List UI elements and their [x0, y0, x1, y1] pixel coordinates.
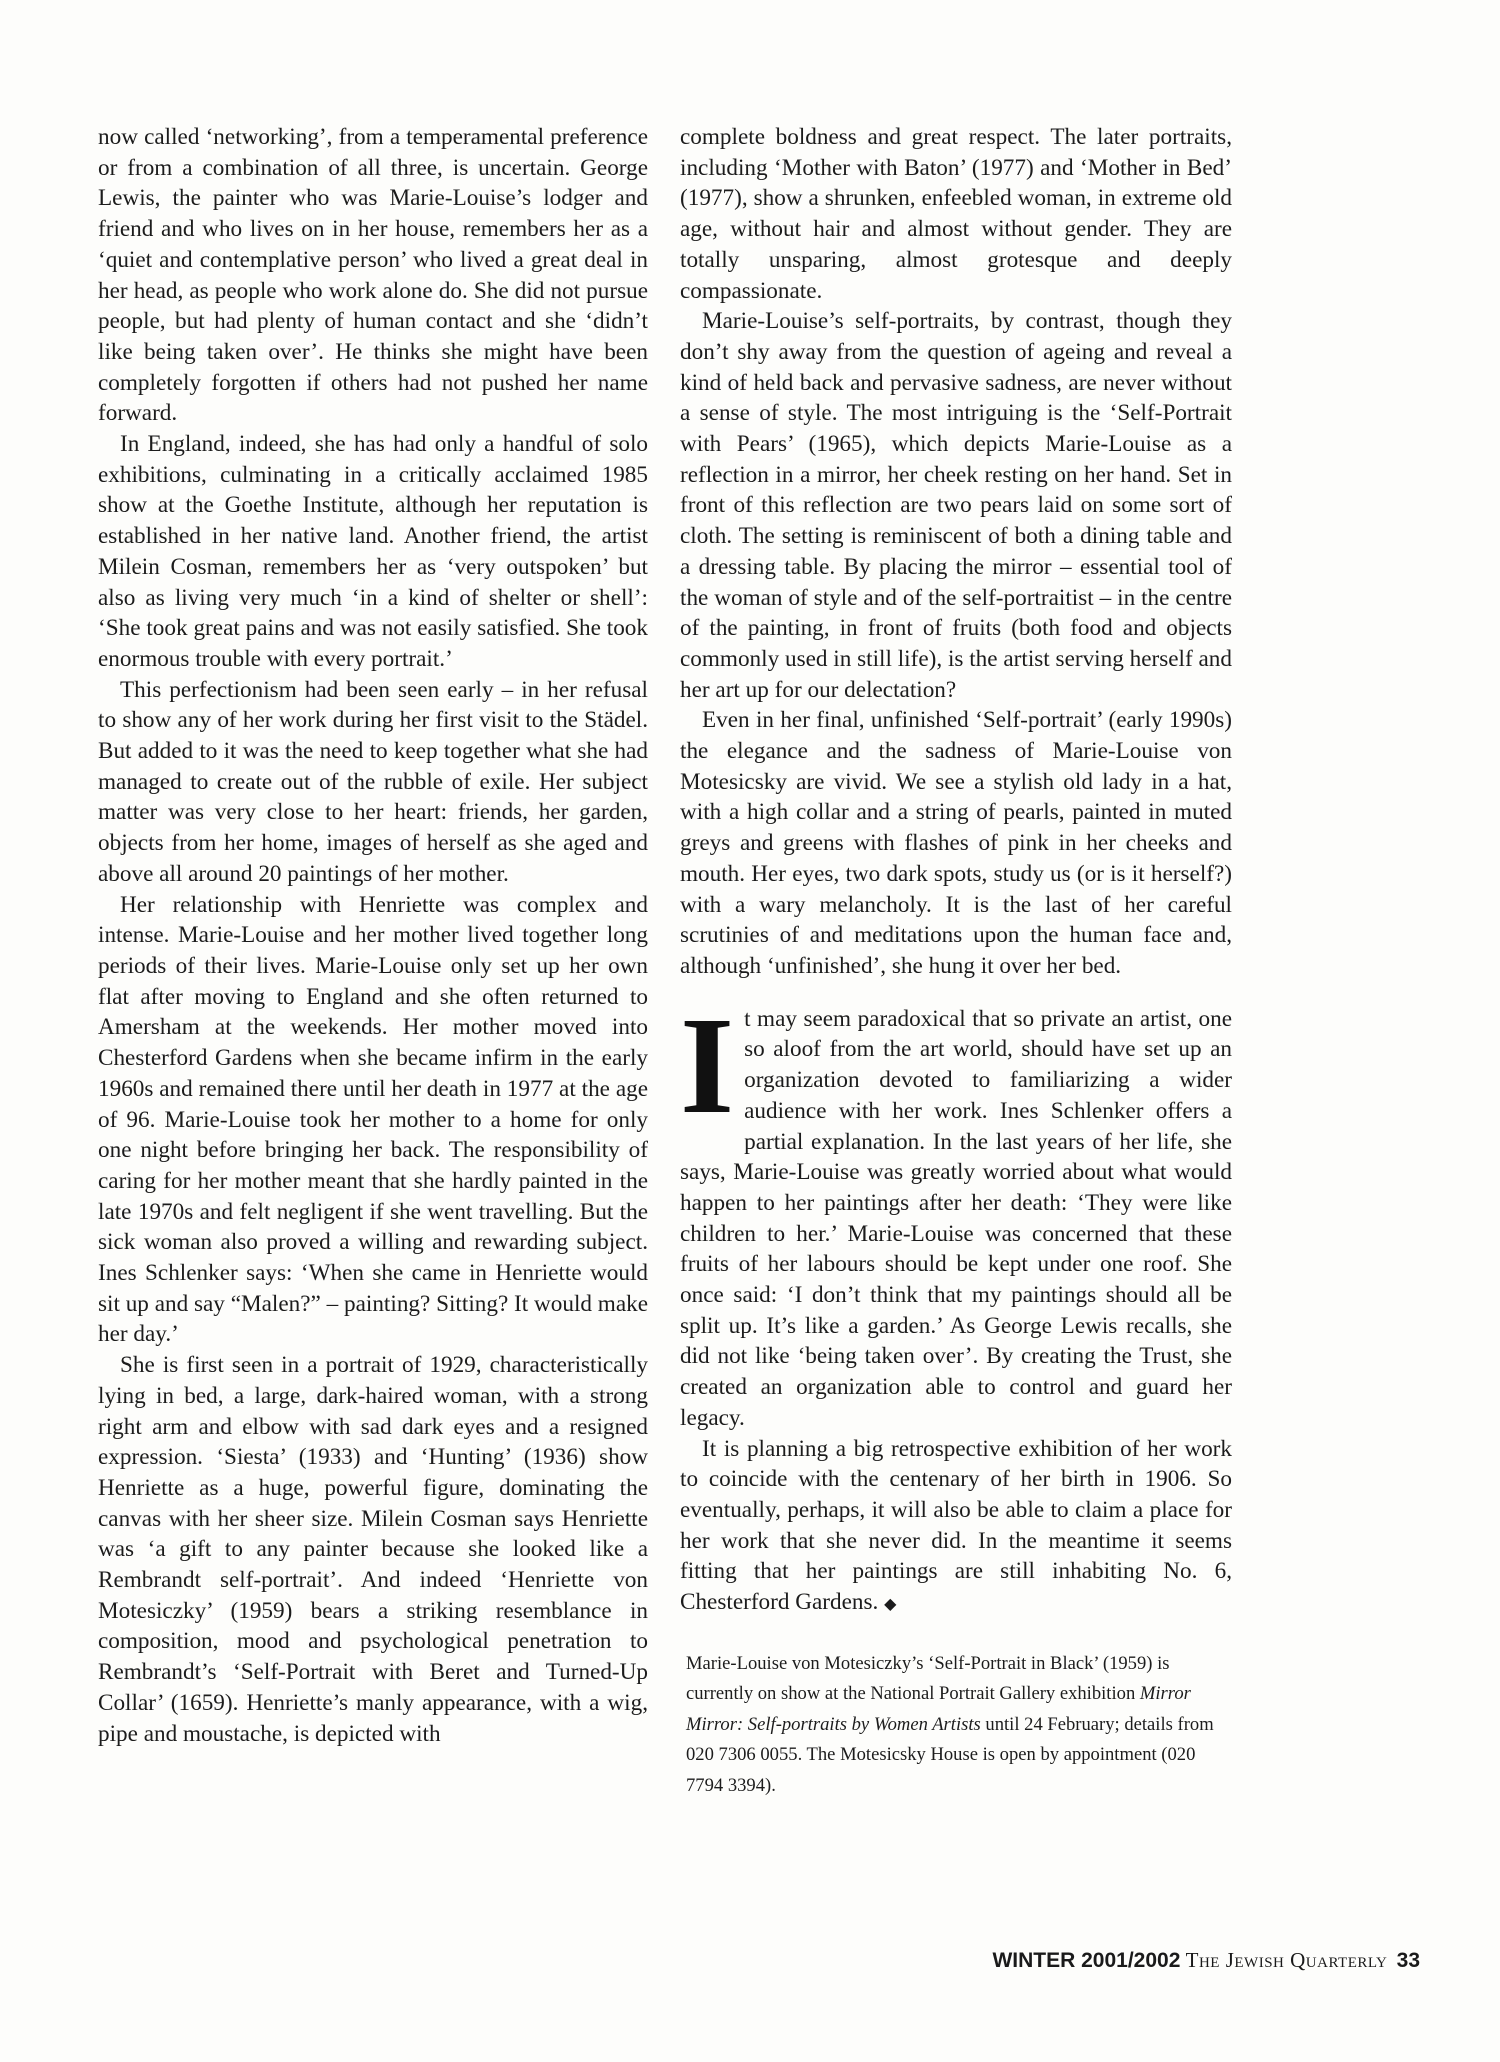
- journal-name: The Jewish Quarterly: [1185, 1948, 1388, 1972]
- section-opening-paragraph: [680, 988, 1232, 1434]
- end-mark-icon: ◆: [884, 1596, 897, 1614]
- exhibition-title: Mirror Mirror: Self-portraits by Women Artists: [686, 1683, 1191, 1735]
- paragraph: Marie-Louise’s self-portraits, by contrast, though they don’t shy away from the question of ageing and reveal a kind of held back and pervasive sadness, are never without a sense of style. The most intriguing is the ‘Self-Portrait with Pears’ (1965), which depicts Marie-Louise as a reflection in a mirror, her cheek resting on her hand. Set in front of this reflection are two pears laid on some sort of cloth. The setting is reminiscent of both a dining table and a dressing table. By placing the mirror – essential tool of the woman of style and of the self-portraitist – in the centre of the painting, in front of fruits (both food and objects commonly used in still life), is the artist serving herself and her art up for our delectation?: [680, 308, 1232, 703]
- paragraph: complete boldness and great respect. The later portraits, including ‘Mother with Baton’ (1977) and ‘Mother in Bed’ (1977), show a shrunken, enfeebled woman, in extreme old age, without hair and almost without gender. They are totally unsparing, almost grotesque and deeply compassionate.: [680, 124, 1232, 304]
- caption-text: Marie-Louise von Motesiczky’s ‘Self-Portrait in Black’ (1959) is currently on show at the National Portrait Gallery exhibition: [686, 1652, 1170, 1705]
- page-footer: [992, 1948, 1420, 1973]
- paragraph: Even in her final, unfinished ‘Self-portrait’ (early 1990s) the elegance and the sadness of Marie-Louise von Motesicsky are vivid. We see a stylish old lady in a hat, with a high collar and a string of pearls, painted in muted greys and greens with flashes of pink in her cheeks and mouth. Her eyes, two dark spots, study us (or is it herself?) with a wary melancholy. It is the last of her careful scrutinies of and meditations upon the human face and, although ‘unfinished’, she hung it over her bed.: [680, 707, 1232, 979]
- paragraph: [680, 1434, 1232, 1621]
- paragraph: Her relationship with Henriette was complex and intense. Marie-Louise and her mother lived together long periods of their lives. Marie-Louise only set up her own flat after moving to England and she often returned to Amersham at the weekends. Her mother moved into Chesterford Gardens when she became infirm in the early 1960s and remained there until her death in 1977 at the age of 96. Marie-Louise took her mother to a home for only one night before bringing her back. The responsibility of caring for her mother meant that she hardly painted in the late 1970s and felt negligent if she went travelling. But the sick woman also proved a willing and rewarding subject. Ines Schlenker says: ‘When she came in Henriette would sit up and say “Malen?” – painting? Sitting? It would make her day.’: [98, 891, 648, 1348]
- right-column: [680, 122, 1232, 1801]
- closing-text: It is planning a big retrospective exhibition of her work to coincide with the centenary of her birth in 1906. So eventually, perhaps, it will also be able to claim a place for her work that she never did. In the meantime it seems fitting that her paintings are still inhabiting No. 6, Chesterford Gardens.: [680, 1435, 1232, 1616]
- paragraph: This perfectionism had been seen early – in her refusal to show any of her work during her first visit to the Städel. But added to it was the need to keep together what she had managed to create out of the rubble of exile. Her subject matter was very close to her heart: friends, her garden, objects from her home, images of herself as she aged and above all around 20 paintings of her mother.: [98, 676, 648, 887]
- paragraph: In England, indeed, she has had only a handful of solo exhibitions, culminating in a critically acclaimed 1985 show at the Goethe Institute, although her reputation is established in her native land. Another friend, the artist Milein Cosman, remembers her as ‘very outspoken’ but also as living very much ‘in a kind of shelter or shell’: ‘She took great pains and was not easily satisfied. She took enormous trouble with every portrait.’: [98, 431, 648, 672]
- section-opening-text: t may seem paradoxical that so private an artist, one so aloof from the art world, should have set up an organization devoted to familiarizing a wider audience with her work. Ines Schlenker offers a partial explanation. In the last years of her life, she says, Marie-Louise was greatly worried about what would happen to her paintings after her death: ‘They were like children to her.’ Marie-Louise was concerned that these fruits of her labours should be kept under one roof. She once said: ‘I don’t think that my paintings should all be split up. It’s like a garden.’ As George Lewis recalls, she did not like ‘being taken over’. By creating the Trust, she created an organization able to control and guard her legacy.: [680, 1005, 1232, 1431]
- paragraph: now called ‘networking’, from a temperamental preference or from a combination of all three, is uncertain. George Lewis, the painter who was Marie-Louise’s lodger and friend and who lives on in her house, remembers her as a ‘quiet and contemplative person’ who lived a great deal in her head, as people who work alone do. She did not pursue people, but had plenty of human contact and she ‘didn’t like being taken over’. He thinks she might have been completely forgotten if others had not pushed her name forward.: [98, 124, 648, 427]
- left-column: [98, 122, 648, 1749]
- page-number: 33: [1396, 1949, 1420, 1972]
- drop-cap: I: [680, 988, 735, 1143]
- caption-text: until 24 February; details from 020 7306 0055. The Motesicsky House is open by appointment (020 7794 3394).: [686, 1713, 1214, 1796]
- issue-season: WINTER 2001/2002: [992, 1949, 1181, 1972]
- paragraph: She is first seen in a portrait of 1929, characteristically lying in bed, a large, dark-haired woman, with a strong right arm and elbow with sad dark eyes and a resigned expression. ‘Siesta’ (1933) and ‘Hunting’ (1936) show Henriette as a huge, powerful figure, dominating the canvas with her sheer size. Milein Cosman says Henriette was ‘a gift to any painter because she looked like a Rembrandt self-portrait’. And indeed ‘Henriette von Motesiczky’ (1959) bears a striking resemblance in composition, mood and psychological penetration to Rembrandt’s ‘Self-Portrait with Beret and Turned-Up Collar’ (1659). Henriette’s manly appearance, with a wig, pipe and moustache, is depicted with: [98, 1352, 648, 1747]
- exhibition-caption: [680, 1649, 1232, 1802]
